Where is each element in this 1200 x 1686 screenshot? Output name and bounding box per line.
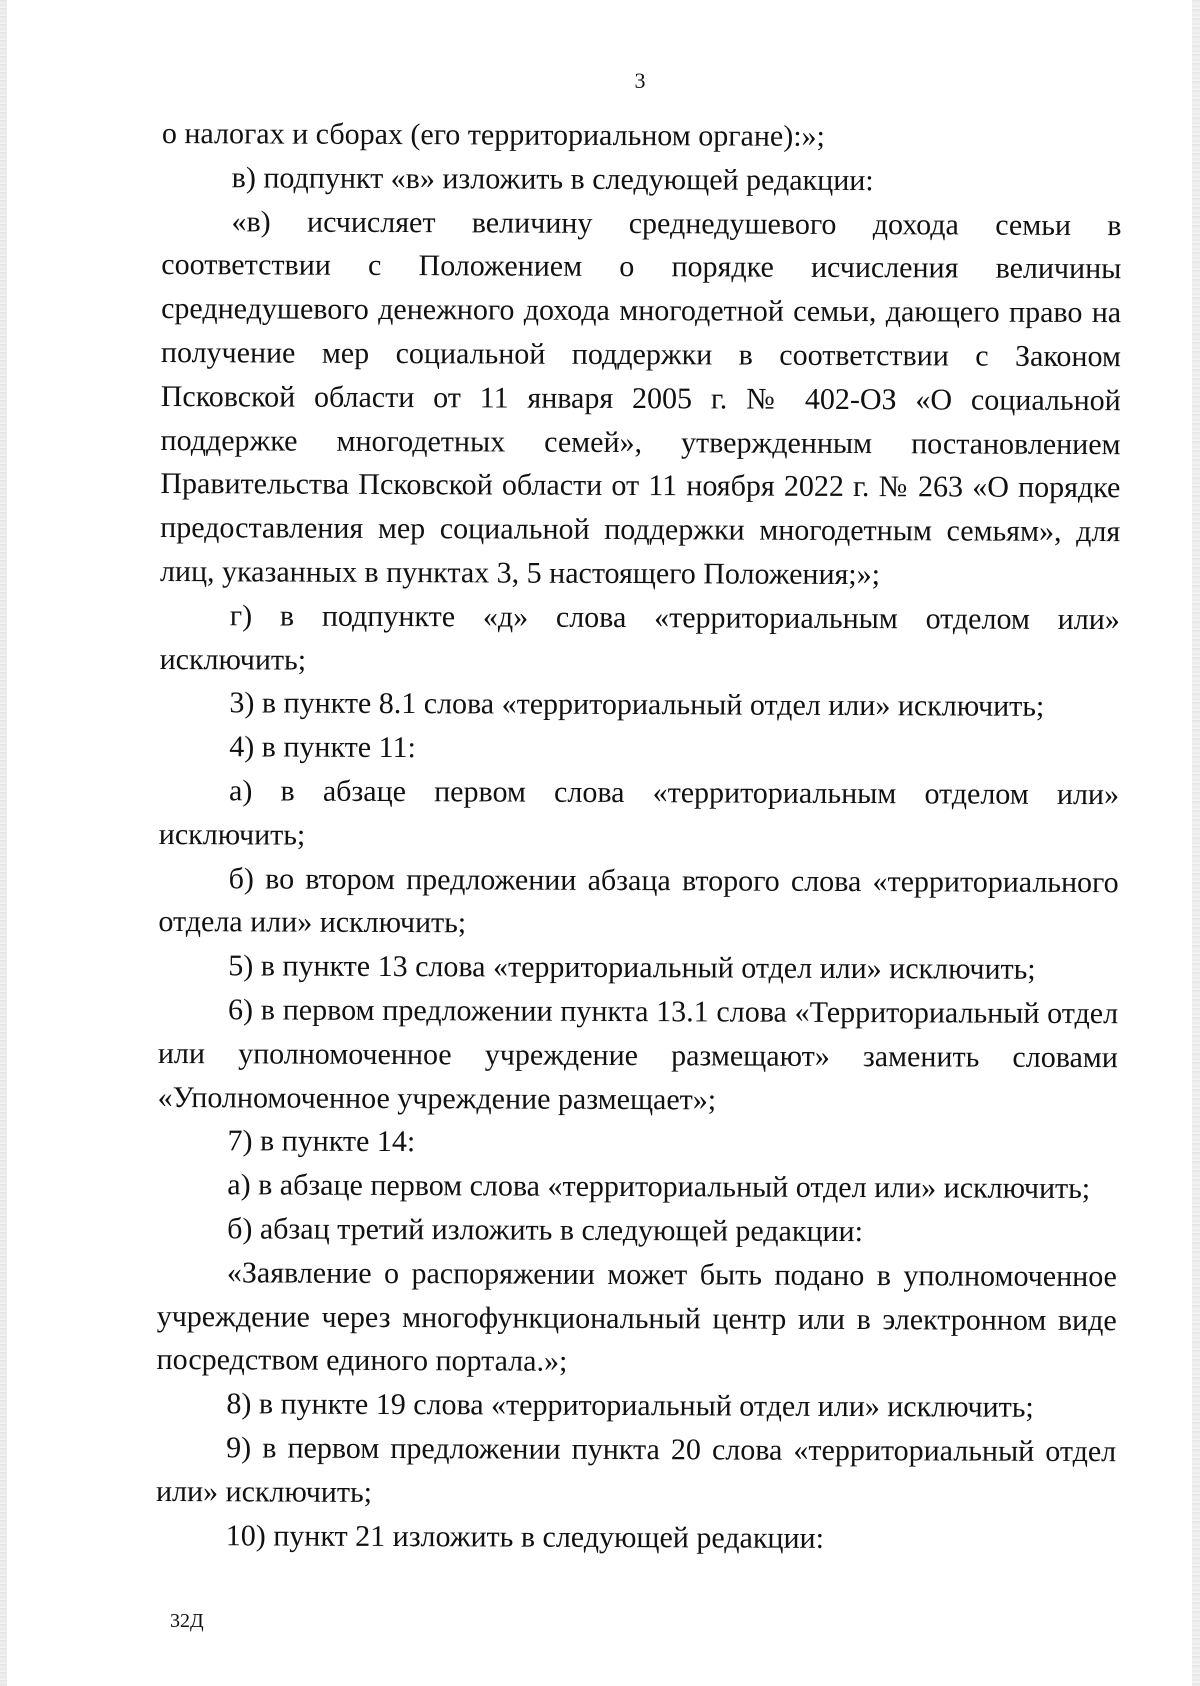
paragraph: г) в подпункте «д» слова «территориальным отделом или» исключить;: [159, 599, 1120, 677]
paragraph: «в) исчисляет величину среднедушевого дохода семьи в соответствии с Положением о порядке исчисления величины среднедушевого денежного дохода многодетной семьи, дающего право на получение мер социальной поддержки в соответствии с Законом Псковской области от 11 января 2005 г. № 402-ОЗ «О социальной поддержке многодетных семей», утвержденным постановлением Правительства Псковской области от 11 ноября 2022 г. № 263 «О порядке предоставления мер социальной поддержки многодетным семьям», для лиц, указанных в пунктах 3, 5 настоящего Положения;»;: [159, 204, 1122, 592]
paragraph: а) в абзаце первом слова «территориальный отдел или» исключить;: [227, 1168, 1091, 1206]
paragraph: 9) в первом предложении пункта 20 слова «территориальный отдел или» исключить;: [155, 1431, 1117, 1509]
paragraph: 7) в пункте 14:: [227, 1124, 416, 1159]
page-number: 3: [634, 68, 646, 93]
paragraph: б) во втором предложении абзаца второго слова «территориального отдела или» исключить;: [158, 861, 1119, 940]
scan-edge-left: [0, 0, 7, 1686]
paragraph: а) в абзаце первом слова «территориальным отделом или» исключить;: [158, 774, 1120, 852]
paragraph: «Заявление о распоряжении может быть подано в уполномоченное учреждение через многофункциональный центр или в электронном виде посредством единого портала.»;: [156, 1256, 1118, 1379]
paragraph: 8) в пункте 19 слова «территориальный отдел или» исключить;: [226, 1387, 1034, 1424]
paragraph: 4) в пункте 11:: [229, 730, 416, 765]
paragraph: б) абзац третий изложить в следующей редакции:: [227, 1212, 864, 1248]
paragraph: в) подпункт «в» изложить в следующей редакции:: [231, 161, 874, 197]
scan-edge-right: [1192, 0, 1200, 1686]
document-body: [156, 112, 1122, 1561]
paragraph: 10) пункт 21 изложить в следующей редакции:: [225, 1518, 825, 1555]
paragraph: о налогах и сборах (его территориальном органе):»;: [161, 116, 825, 153]
paragraph: 6) в первом предложении пункта 13.1 слова «Территориальный отдел или уполномоченное учреждение размещают» заменить словами «Уполномоченное учреждение размещает»;: [157, 993, 1119, 1116]
paragraph: 3) в пункте 8.1 слова «территориальный отдел или» исключить;: [229, 686, 1045, 724]
paragraph: 5) в пункте 13 слова «территориальный отдел или» исключить;: [228, 949, 1036, 986]
footer-code: 32Д: [170, 1610, 204, 1632]
